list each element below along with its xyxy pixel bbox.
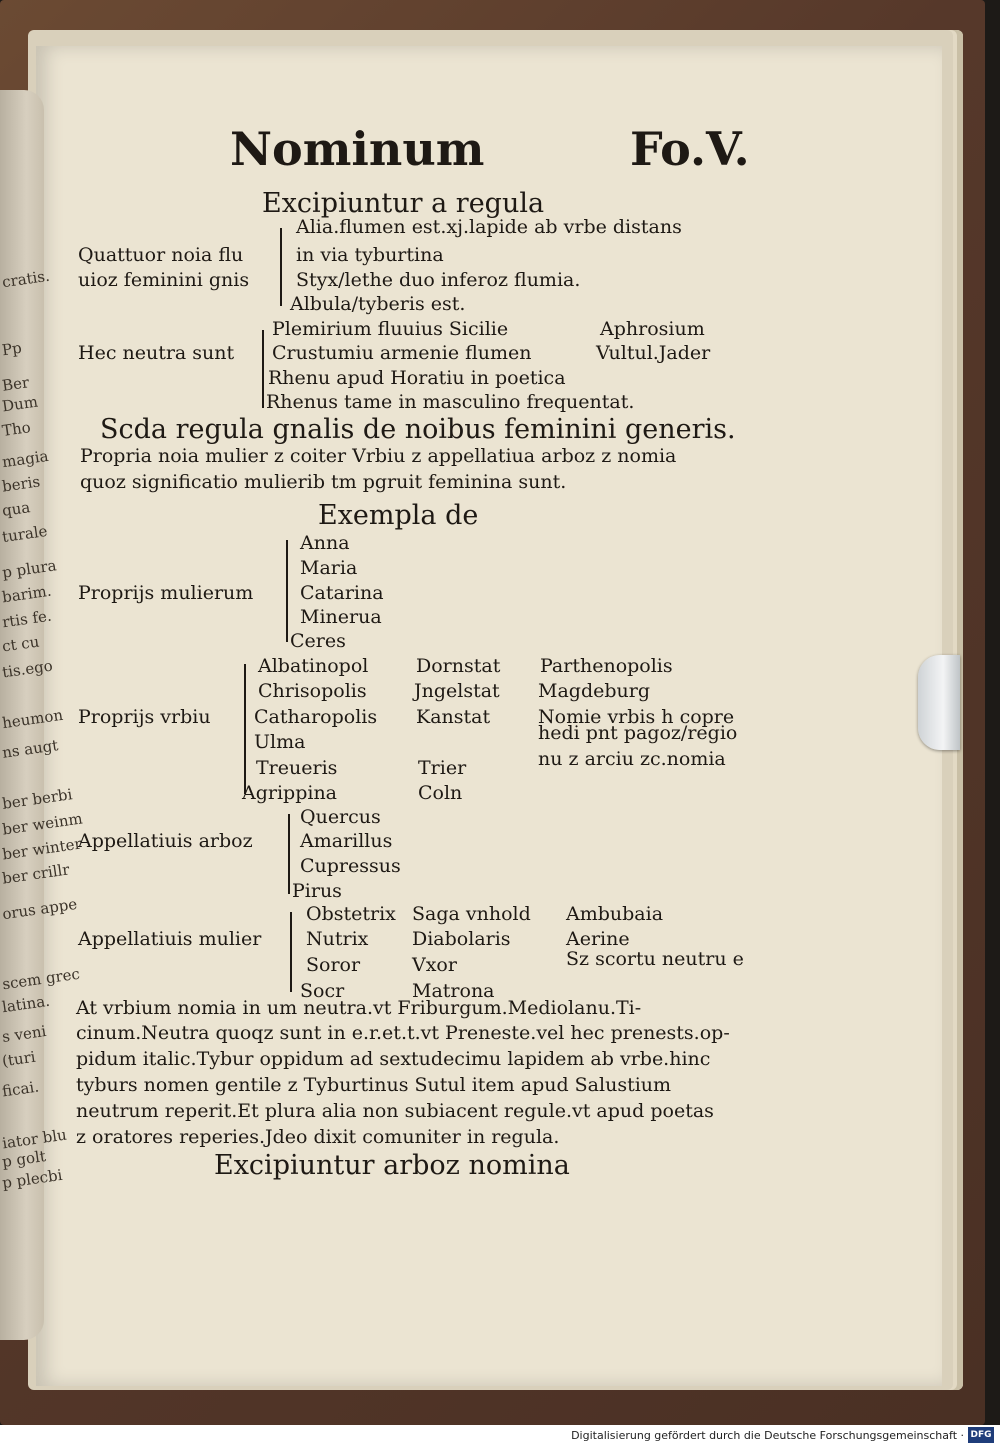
text-line: Minerua xyxy=(300,606,382,628)
text-line: Dornstat xyxy=(416,655,501,677)
facing-page-text: Tho xyxy=(0,418,32,440)
facing-page-fragment xyxy=(0,90,84,1340)
text-line: Parthenopolis xyxy=(540,655,673,677)
brace xyxy=(288,814,290,894)
facing-page-text: qua xyxy=(0,498,32,520)
facing-page-text: turale xyxy=(0,521,49,547)
text-line: Alia.flumen est.xj.lapide ab vrbe distans xyxy=(296,216,682,238)
text-line: Albula/tyberis est. xyxy=(290,293,466,315)
text-line: Obstetrix xyxy=(306,903,396,925)
text-line: Quercus xyxy=(300,806,381,828)
text-line: Jngelstat xyxy=(414,680,500,702)
text-line: Kanstat xyxy=(416,706,491,728)
facing-page-text: magia xyxy=(0,446,50,472)
facing-page-text: heumon xyxy=(1,705,65,733)
brace xyxy=(244,664,246,794)
facing-page-text: (turi xyxy=(0,1047,37,1071)
dfg-logo: DFG xyxy=(968,1427,994,1443)
text-line: uioz feminini gnis xyxy=(78,269,250,291)
facing-page-text: ns augt xyxy=(1,736,60,762)
text-line: Rhenus tame in masculino frequentat. xyxy=(266,391,635,413)
facing-page-text: tis.ego xyxy=(0,656,54,682)
text-line: Maria xyxy=(300,557,358,579)
brace xyxy=(262,330,264,408)
brace xyxy=(286,540,288,642)
section-heading: Scda regula gnalis de noibus feminini generis. xyxy=(100,414,736,445)
text-line: Vultul.Jader xyxy=(596,342,711,364)
facing-page-text: latina. xyxy=(0,991,51,1017)
facing-page-text: p plura xyxy=(1,556,58,582)
brace xyxy=(280,228,282,306)
text-line: Plemirium fluuius Sicilie xyxy=(272,318,509,340)
text-line: Catharopolis xyxy=(254,706,378,728)
heading-excipiuntur-arboz: Excipiuntur arboz nomina xyxy=(214,1150,570,1181)
text-line: quoz significatio mulierib tm pgruit feminina sunt. xyxy=(80,471,567,493)
text-line: Ambubaia xyxy=(566,903,664,925)
heading-exempla: Exempla de xyxy=(318,500,479,531)
paragraph-line: z oratores reperies.Jdeo dixit comuniter in regula. xyxy=(76,1126,560,1148)
text-line: Magdeburg xyxy=(538,680,650,702)
facing-page-text: ber weinm xyxy=(1,809,84,839)
facing-page-text: p golt xyxy=(0,1147,47,1171)
text-line: Amarillus xyxy=(300,830,393,852)
paragraph-line: cinum.Neutra quoqz sunt in e.r.et.t.vt Preneste.vel hec prenests.op- xyxy=(76,1022,730,1044)
text-line: Nutrix xyxy=(306,928,369,950)
facing-page-text: Pp xyxy=(0,338,23,360)
text-line: Soror xyxy=(306,954,361,976)
facing-page-text: p plecbi xyxy=(1,1165,64,1193)
facing-page-text: Dum xyxy=(0,392,39,416)
brace xyxy=(290,912,292,992)
facing-page-text: ber berbi xyxy=(1,785,74,813)
text-line: Ceres xyxy=(290,630,346,652)
text-line: Pirus xyxy=(292,880,342,902)
text-line: Chrisopolis xyxy=(258,680,367,702)
text-line: Coln xyxy=(418,782,463,804)
text-line: Crustumiu armenie flumen xyxy=(272,342,532,364)
text-line: Styx/lethe duo inferoz flumia. xyxy=(296,269,581,291)
facing-page-text: ficai. xyxy=(0,1077,40,1101)
facing-page-text: cratis. xyxy=(0,266,51,292)
facing-page-text: Ber xyxy=(0,373,31,395)
facing-page-text: s veni xyxy=(0,1022,48,1046)
text-line: Matrona xyxy=(412,980,495,1002)
paragraph-line: neutrum reperit.Et plura alia non subiacent regule.vt apud poetas xyxy=(76,1100,714,1122)
text-line: Appellatiuis mulier xyxy=(78,928,262,950)
footer-credit: Digitalisierung gefördert durch die Deutsche Forschungsgemeinschaft · xyxy=(571,1429,964,1442)
text-line: Catarina xyxy=(300,582,384,604)
facing-page-text: barim. xyxy=(0,581,53,607)
text-line: Socr xyxy=(300,980,345,1002)
text-line: Trier xyxy=(418,757,467,779)
facing-page-text: rtis fe. xyxy=(0,606,53,632)
text-line: Treueris xyxy=(256,757,338,779)
facing-page-text: iator blu xyxy=(1,1125,68,1153)
text-line: Anna xyxy=(300,532,350,554)
text-line: Sz scortu neutru e xyxy=(566,948,744,970)
text-line: Quattuor noia flu xyxy=(78,244,244,266)
paragraph-line: At vrbium nomia in um neutra.vt Friburgum.Mediolanu.Ti- xyxy=(76,997,642,1019)
text-line: hedi pnt pagoz/regio xyxy=(538,722,738,744)
text-line: Aerine xyxy=(566,928,630,950)
text-line: Diabolaris xyxy=(412,928,511,950)
page-clip-tab xyxy=(918,655,960,750)
facing-page-text: beris xyxy=(0,472,42,496)
text-line: Proprijs mulierum xyxy=(78,582,254,604)
heading-excipiuntur: Excipiuntur a regula xyxy=(262,188,545,219)
text-line: Agrippina xyxy=(242,782,338,804)
facing-page-text: ber crillr xyxy=(1,860,71,888)
paragraph-line: tyburs nomen gentile z Tyburtinus Sutul item apud Salustium xyxy=(76,1074,672,1096)
paragraph-line: pidum italic.Tybur oppidum ad sextudecimu lapidem ab vrbe.hinc xyxy=(76,1048,711,1070)
text-line: Saga vnhold xyxy=(412,903,531,925)
text-line: in via tyburtina xyxy=(296,244,444,266)
text-line: Cupressus xyxy=(300,855,401,877)
text-line: Appellatiuis arboz xyxy=(78,830,253,852)
text-line: Albatinopol xyxy=(258,655,369,677)
text-line: nu z arciu zc.nomia xyxy=(538,748,726,770)
text-line: Vxor xyxy=(412,954,457,976)
text-line: Hec neutra sunt xyxy=(78,342,235,364)
facing-page-text: scem grec xyxy=(1,964,81,994)
running-title: Nominum xyxy=(230,122,485,176)
text-line: Aphrosium xyxy=(600,318,705,340)
text-line: Nomie vrbis h copre xyxy=(538,706,735,728)
text-line: Propria noia mulier z coiter Vrbiu z appellatiua arboz z nomia xyxy=(80,445,677,467)
facing-page-text: orus appe xyxy=(1,894,79,924)
text-line: Proprijs vrbiu xyxy=(78,706,211,728)
text-line: Rhenu apud Horatiu in poetica xyxy=(268,367,566,389)
facing-page-text: ct cu xyxy=(0,632,41,656)
text-line: Ulma xyxy=(254,731,306,753)
folio-number: Fo.V. xyxy=(630,122,750,176)
facing-page-text: ber winter xyxy=(1,834,83,864)
